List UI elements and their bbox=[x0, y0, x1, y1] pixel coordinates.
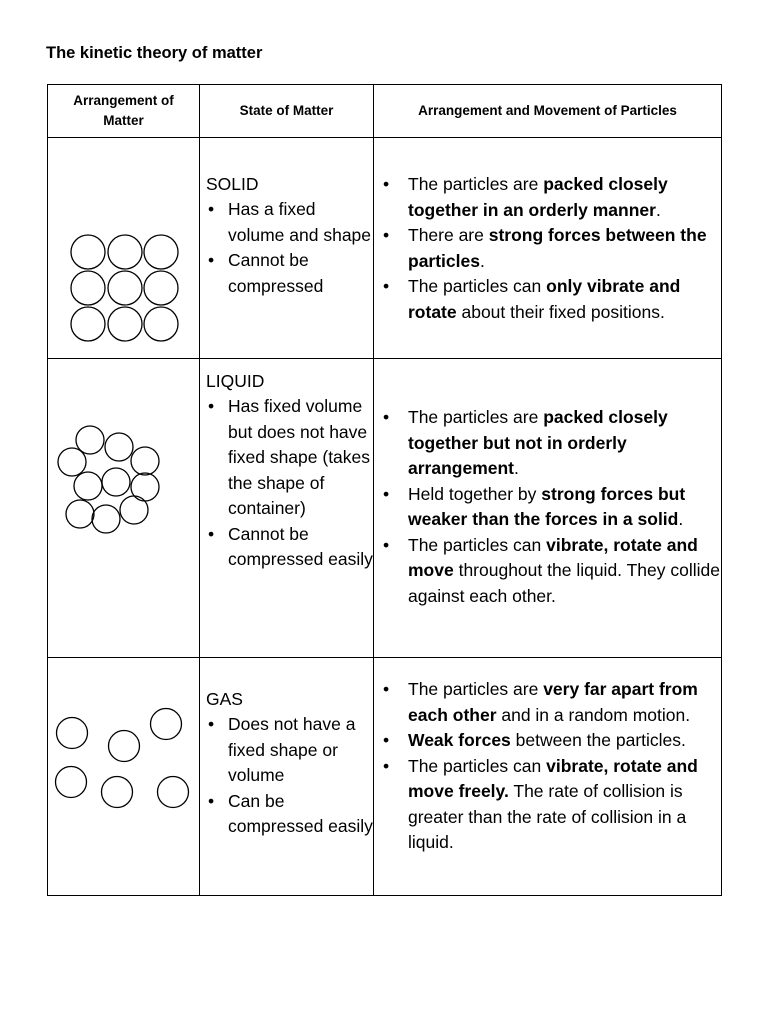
particle bbox=[76, 426, 104, 454]
particle bbox=[131, 447, 159, 475]
description-item: • The particles can vibrate, rotate and move freely. The rate of collision is greater than the rate of collision in a liquid. bbox=[374, 754, 721, 856]
particle bbox=[144, 271, 178, 305]
gas-arrangement-cell bbox=[48, 658, 200, 896]
description-item: • The particles are packed closely together but not in orderly arrangement. bbox=[374, 405, 721, 482]
property-item: • Cannot be compressed bbox=[200, 248, 373, 299]
particle bbox=[92, 505, 120, 533]
particle bbox=[57, 718, 88, 749]
header-row bbox=[48, 85, 722, 138]
particle bbox=[105, 433, 133, 461]
property-item: • Has a fixed volume and shape bbox=[200, 197, 373, 248]
description-item: • The particles are packed closely together in an orderly manner. bbox=[374, 172, 721, 223]
liquid-arrangement-cell bbox=[48, 359, 200, 658]
gas-descriptions bbox=[374, 677, 721, 856]
state-name-liquid: LIQUID bbox=[206, 371, 265, 391]
state-name-gas: GAS bbox=[206, 689, 243, 709]
solid-arrangement-cell bbox=[48, 138, 200, 359]
solid-description-cell bbox=[374, 138, 722, 359]
liquid-description-cell bbox=[374, 359, 722, 658]
row-solid bbox=[48, 138, 722, 359]
description-item: • Held together by strong forces but weaker than the forces in a solid. bbox=[374, 482, 721, 533]
particle bbox=[120, 496, 148, 524]
particle bbox=[144, 307, 178, 341]
particle bbox=[131, 473, 159, 501]
gas-properties bbox=[200, 712, 373, 840]
solid-descriptions bbox=[374, 172, 721, 325]
header-state: State of Matter bbox=[200, 85, 374, 138]
description-item: • There are strong forces between the particles. bbox=[374, 223, 721, 274]
particle bbox=[158, 777, 189, 808]
liquid-properties bbox=[200, 394, 373, 573]
particle bbox=[71, 271, 105, 305]
states-of-matter-table bbox=[47, 84, 722, 896]
particle bbox=[108, 307, 142, 341]
liquid-particles-diagram bbox=[48, 359, 200, 657]
property-item: • Cannot be compressed easily bbox=[200, 522, 373, 573]
particle bbox=[58, 448, 86, 476]
row-liquid bbox=[48, 359, 722, 658]
particle bbox=[108, 271, 142, 305]
particle bbox=[71, 307, 105, 341]
particle bbox=[71, 235, 105, 269]
particle bbox=[102, 468, 130, 496]
state-name-solid: SOLID bbox=[206, 174, 259, 194]
particle bbox=[109, 731, 140, 762]
description-item: • The particles are very far apart from each other and in a random motion. bbox=[374, 677, 721, 728]
liquid-state-cell bbox=[200, 359, 374, 658]
particle bbox=[108, 235, 142, 269]
particle bbox=[151, 709, 182, 740]
solid-particles-diagram bbox=[48, 138, 200, 358]
particle bbox=[144, 235, 178, 269]
row-gas bbox=[48, 658, 722, 896]
gas-description-cell bbox=[374, 658, 722, 896]
property-item: • Can be compressed easily bbox=[200, 789, 373, 840]
liquid-descriptions bbox=[374, 405, 721, 609]
property-item: • Has fixed volume but does not have fixed shape (takes the shape of container) bbox=[200, 394, 373, 522]
solid-properties bbox=[200, 197, 373, 299]
particle bbox=[102, 777, 133, 808]
particle bbox=[74, 472, 102, 500]
header-arrangement: Arrangement of Matter bbox=[48, 85, 200, 138]
description-item: • The particles can only vibrate and rotate about their fixed positions. bbox=[374, 274, 721, 325]
description-item: • The particles can vibrate, rotate and move throughout the liquid. They collide against each other. bbox=[374, 533, 721, 610]
solid-state-cell bbox=[200, 138, 374, 359]
particle bbox=[56, 767, 87, 798]
gas-state-cell bbox=[200, 658, 374, 896]
description-item: • Weak forces between the particles. bbox=[374, 728, 721, 754]
property-item: • Does not have a fixed shape or volume bbox=[200, 712, 373, 789]
document-title: The kinetic theory of matter bbox=[46, 44, 263, 62]
particle bbox=[66, 500, 94, 528]
header-movement: Arrangement and Movement of Particles bbox=[374, 85, 722, 138]
gas-particles-diagram bbox=[48, 658, 200, 895]
